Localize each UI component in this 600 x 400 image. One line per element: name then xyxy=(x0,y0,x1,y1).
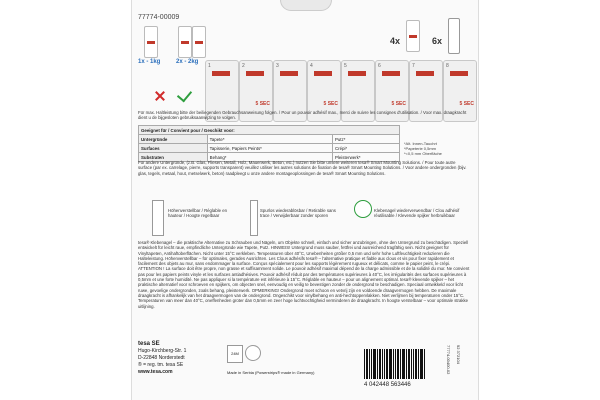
load-1kg-label: 1x - 1kg xyxy=(138,59,161,65)
company-name: tesa SE xyxy=(138,341,160,347)
expiry-label: 24M xyxy=(231,351,239,356)
pack-count-6: 6x xyxy=(432,36,443,46)
package-back xyxy=(131,0,479,400)
side-code-2: 92 372104 xyxy=(456,345,461,364)
reuse-icon xyxy=(354,200,372,218)
trademark-note: ® = reg. tm. tesa SE xyxy=(138,362,184,368)
expiry-box xyxy=(227,345,243,363)
step-4: 4 5 SEC xyxy=(307,60,341,122)
strip-2kg-b-icon xyxy=(192,26,206,58)
suitability-table xyxy=(138,125,400,162)
step-1: 1 xyxy=(205,60,239,122)
correct-check-icon xyxy=(177,87,192,103)
address-line2: D-22848 Norderstedt xyxy=(138,355,185,361)
hang-hole xyxy=(280,0,332,11)
step-3: 3 xyxy=(273,60,307,122)
load-2kg-label: 2x - 2kg xyxy=(176,59,199,65)
other-surfaces-text: Für andere Untergründe, (z.B. Glas, Fliesen, Metall, Holz, Mauerwerk, Beton, etc.) nutzen Sie bitte unsere weiteren tesa® Smart Mounting Solutions. / Pour toute autre surface (par ex. carrelage, pierre, supports transparent) veuillez utiliser les autres solutions de fixation de tesa® Smart Mounting Solutions. / Voor andere ondergronden (bijv. glas, tegels, metaal, hout, metselwerk, beton) raadpleegt u onze andere montageoplossingen de tesa® Smart Mounting Solutions. xyxy=(138,160,467,176)
website: www.tesa.com xyxy=(138,369,173,375)
height-adjust-icon xyxy=(152,200,164,236)
table-row: Substraten Behang* Pleisterwerk* xyxy=(139,153,400,162)
wrong-x-icon xyxy=(154,90,166,102)
instructions-text: Für max. Haltleistung bitte der beiliegenden Gebrauchsanweisung folgen. / Pour un pouvoir adhésif max., merci de suivre les consignes d'utilisation. / Voor max. draagkracht dient u de bijgesloten gebruiksaanwijzing te volgen. xyxy=(138,110,467,121)
table-row: Untergründe Tapete* Putz* xyxy=(139,135,400,144)
product-description: tesa® Klebenagel – die praktische Alternative zu Schrauben und Nägeln, um Objekte schnell, einfach und sicher anzubringen, ohne den Untergrund zu beschädigen. Speziell entwickelt für leicht raue, empfindliche Untergründe wie Tapete, Putz. HINWEIS! Untergrund muss sauber, fettfrei und ausreichend tragfähig sein. Nicht geeignet für Vinyltapeten, Antihaftoberflächen. Nicht unter 15°C verkleben. Temperaturen über 40°C, Unebenheiten größer 0,5 mm und sehr hohe Luftfeuchtigkeit reduzieren die Halteleistung. Höhenverstellbar – für optimales, gerades Ausrichten. Les Clous adhésifs tesa® – l'alternative pratique et fiable aux clous et vis pour fixer rapidement et facilement des objets au mur, sans endommager la surface. Conçus spécialement pour les supports légèrement rugueux et délicats, comme le papier peint, le crépi. ATTENTION ! La surface doit être propre, non grasse et suffisamment solide. Le pouvoir adhésif maximal dépend de la charge admissible et de la solidité du mur. Ne convient pas pour les papiers peints vinyle et les surfaces antiadhésives. Pouvoir adhésif réduit par des températures supérieures à 40°C, les irrégularités des surfaces supérieures à 0,5mm et une forte humidité. Ne pas appliquer si la température est inférieure à 15°C. Réglable en hauteur – pour un alignement optimal. tesa® klevende spijker – het praktische alternatief voor schroeven en spijkers, om objecten snel, eenvoudig en veilig te bevestigen zonder de ondergrond te beschadigen. Speciaal ontwikkeld voor licht ruwe, gevoelige ondergronden, zoals behang, pleisterwerk. OPMERKING! Ondergrond moet schoon en vetvrij zijn en voldoende draagvermogen hebben. De maximale draagkracht is afhankelijk van het draagvermogen van de ondergrond. Ongeschikt voor vinylbehang en anti-hechtoppervlakken. Niet verlijmen bij temperaturen onder 15°C. Temperaturen van meer dan 40°C, oneffenheden groter dan 0,5mm en zeer hoge luchtvochtigheid verminderen de draagkracht. In hoogte verstelbaar – voor optimale strakke uitlijning. xyxy=(138,240,470,309)
table-footnote: *Alt. Innen-Tauchrt *Papeterie 0,5mm *<0,5 mm Oberfläche xyxy=(404,141,442,156)
strip-2kg-a-icon xyxy=(178,26,192,58)
step-6: 6 5 SEC xyxy=(375,60,409,122)
removable-strip-icon xyxy=(250,200,258,236)
recycle-icon xyxy=(245,345,261,361)
feature-height-adjustable: Höhenverstellbar / Réglable en hauteur / Hoogte regelbaar xyxy=(168,208,227,219)
address-line1: Hugo-Kirchberg-Str. 1 xyxy=(138,348,187,354)
step-5: 5 xyxy=(341,60,375,122)
side-code-1: 77774-00400-02 xyxy=(446,345,451,375)
barcode-number: 4 042448 563446 xyxy=(364,382,411,388)
feature-reusable: Klebenagel wiederverwendbar / Clou adhésif réutilisable / Klevende spijker herbruikbaar xyxy=(374,208,460,219)
pack-count-4: 4x xyxy=(390,36,401,46)
barcode xyxy=(364,341,436,379)
table-header: Geeignet für / Convient pour / Geschikt voor: xyxy=(139,126,400,135)
step-8: 8 5 SEC xyxy=(443,60,477,122)
step-2: 2 5 SEC xyxy=(239,60,273,122)
table-row: Surfaces Tapisserie, Papiers Peints* Crépi* xyxy=(139,144,400,153)
feature-removable: Spurlos wiederablösbar / Retirable sans trace / Verwijderbaar zonder sporen xyxy=(260,208,336,219)
step-7: 7 xyxy=(409,60,443,122)
sku-number: 77774-00009 xyxy=(138,14,180,21)
strip-1kg-icon xyxy=(144,26,158,58)
strip-pack-icon xyxy=(406,20,420,52)
nail-pack-icon xyxy=(448,18,460,54)
made-in-text: Made in Serbia (Powerstrips® made in Germany) xyxy=(227,370,315,375)
